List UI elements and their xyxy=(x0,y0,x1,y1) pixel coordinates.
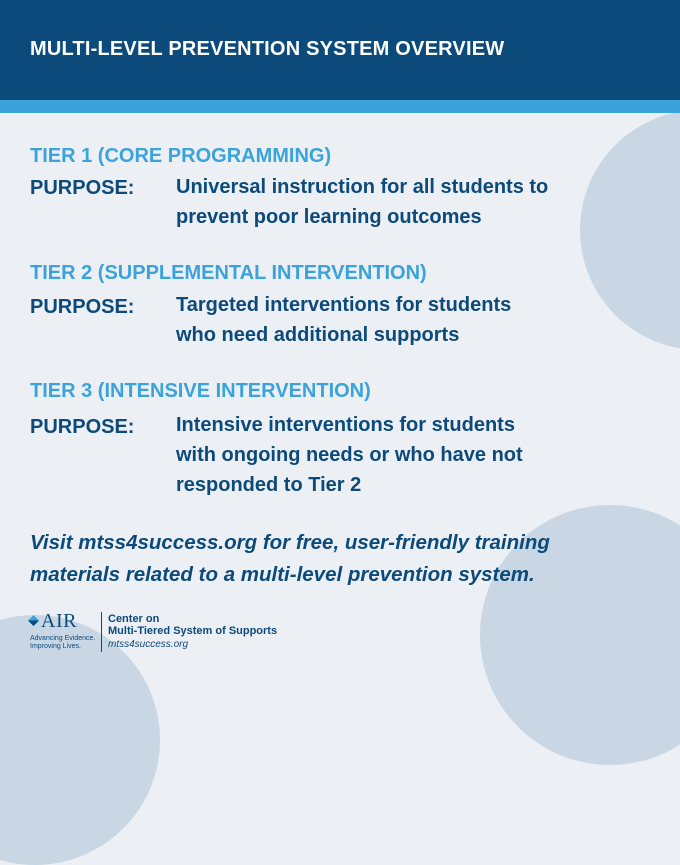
tier-2-purpose-text xyxy=(176,290,646,350)
tier-2-purpose-line: who need additional supports xyxy=(176,324,460,346)
center-name xyxy=(108,613,328,637)
tier-1-purpose-label: PURPOSE: xyxy=(30,177,135,199)
air-logo-text: AIR xyxy=(41,610,77,632)
center-url: mtss4success.org xyxy=(108,639,189,650)
call-to-action xyxy=(30,527,660,591)
decorative-circle-left xyxy=(0,615,160,865)
tier-1-purpose-line: Universal instruction for all students to xyxy=(176,176,549,198)
tier-1-purpose-text xyxy=(176,172,646,232)
cta-line-1: Visit mtss4success.org for free, user-friendly training xyxy=(30,531,550,554)
footer-divider xyxy=(101,612,102,652)
page-title: MULTI-LEVEL PREVENTION SYSTEM OVERVIEW xyxy=(30,38,505,60)
air-tagline: Advancing Evidence. Improving Lives. xyxy=(30,635,96,650)
tier-3-purpose-line: with ongoing needs or who have not xyxy=(176,444,523,466)
tier-3-heading: TIER 3 (INTENSIVE INTERVENTION) xyxy=(30,380,371,402)
cta-line-2: materials related to a multi-level prevention system. xyxy=(30,563,535,586)
tier-3-purpose-line: responded to Tier 2 xyxy=(176,474,362,496)
tier-2-purpose-label: PURPOSE: xyxy=(30,296,135,318)
tier-3-purpose-label: PURPOSE: xyxy=(30,416,135,438)
accent-bar xyxy=(0,100,680,113)
center-name-line-1: Center on xyxy=(108,613,160,625)
tier-3-purpose-text xyxy=(176,410,646,500)
tier-2-purpose-line: Targeted interventions for students xyxy=(176,294,512,316)
air-diamond-icon xyxy=(28,615,39,626)
tier-1-heading: TIER 1 (CORE PROGRAMMING) xyxy=(30,145,332,167)
center-name-line-2: Multi-Tiered System of Supports xyxy=(108,625,278,637)
tier-2-heading: TIER 2 (SUPPLEMENTAL INTERVENTION) xyxy=(30,262,427,284)
tier-1-purpose-line: prevent poor learning outcomes xyxy=(176,206,482,228)
header-banner xyxy=(0,0,680,100)
tier-3-purpose-line: Intensive interventions for students xyxy=(176,414,515,436)
